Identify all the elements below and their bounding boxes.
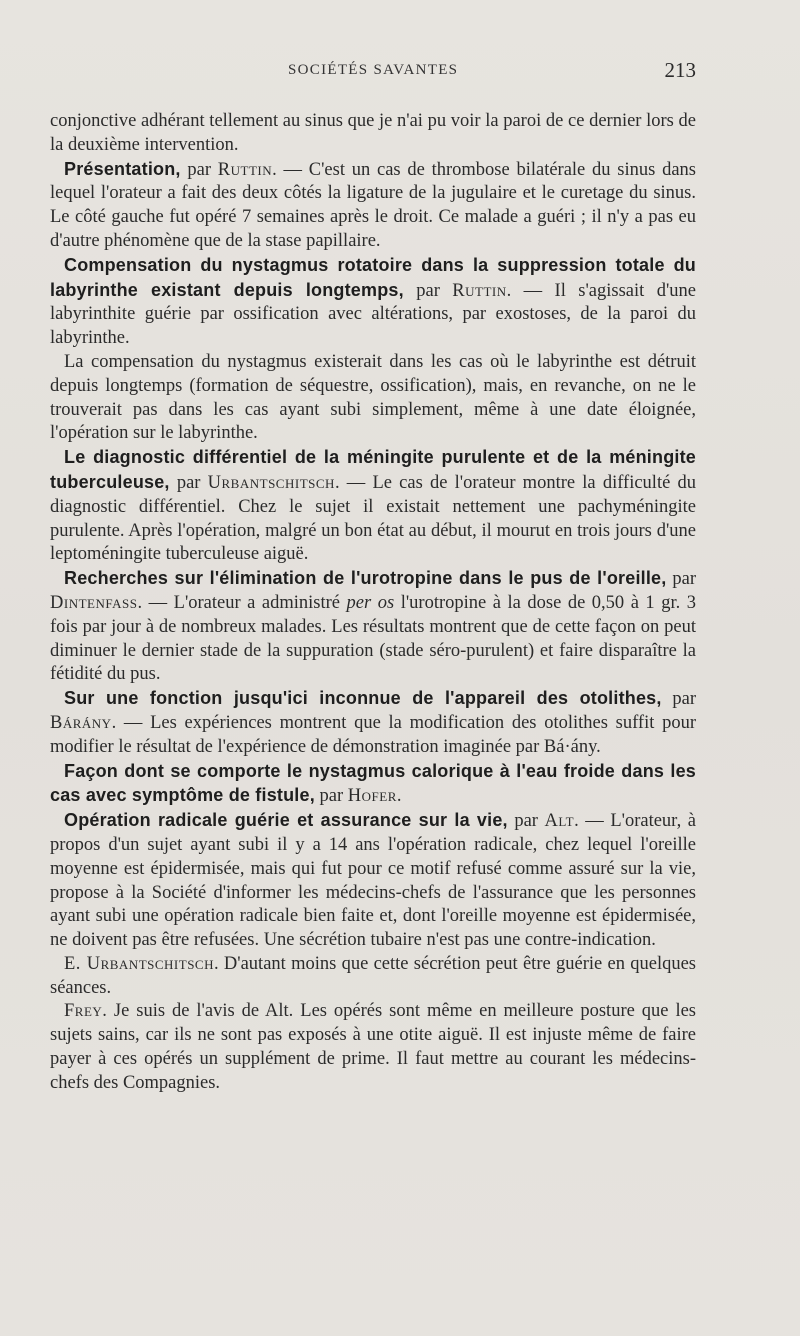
author-name: Ruttin bbox=[217, 159, 273, 180]
section-title: Présentation, bbox=[64, 158, 181, 179]
paragraph-text: par bbox=[403, 280, 453, 301]
paragraph-compensation-detail bbox=[50, 351, 696, 446]
section-title: Opération radicale guérie et assurance sur la vie, bbox=[64, 810, 508, 831]
paragraph-text: . — L'orateur a administré bbox=[137, 592, 347, 613]
page-header bbox=[48, 58, 698, 86]
running-head: SOCIÉTÉS SAVANTES bbox=[288, 62, 459, 78]
paragraph-discussion-frey bbox=[50, 1000, 696, 1095]
section-title: Sur une fonction jusqu'ici inconnue de l'appareil des otolithes, bbox=[64, 688, 662, 709]
author-name: Urbantschitsch bbox=[207, 472, 335, 493]
author-name: Hofer bbox=[347, 786, 397, 807]
paragraph-diagnostic bbox=[50, 446, 696, 567]
paragraph-text: conjonctive adhérant tellement au sinus que je n'ai pu voir la paroi de ce dernier lors de la deuxième intervention. bbox=[50, 111, 696, 155]
paragraph-text: . Je suis de l'avis de Alt. Les opérés sont même en meilleure posture que les sujets sains, car ils ne sont pas exposés à une otite aiguë. Il est injuste même de faire payer à ces opérés un supplément de prime. Il faut mettre au courant les médecins-chefs des Compagnies. bbox=[50, 1001, 696, 1093]
paragraph-text: . — C'est un cas de thrombose bilatérale du sinus dans lequel l'orateur a fait des deux côtés la ligature de la jugulaire et le curetage du sinus. Le côté gauche fut opéré 7 semaines après le droit. Ce malade a guéri ; il n'y a pas eu d'autre phénomène que de la stase papillaire. bbox=[50, 159, 696, 251]
author-name: Alt bbox=[544, 811, 575, 832]
paragraph-text: par bbox=[666, 569, 697, 590]
paragraph-continuation bbox=[50, 110, 696, 158]
paragraph-text: . — Le cas de l'orateur montre la difficulté du diagnostic différentiel. Chez le sujet il existait nettement une pachyméningite purulente. Après l'opération, malgré un bon état au début, il mourut en trois jours d'une leptoméningite tuberculeuse aiguë. bbox=[50, 472, 696, 565]
section-title: Façon dont se comporte le nystagmus calorique à l'eau froide dans les cas avec symptôme de fistule, bbox=[50, 760, 696, 806]
author-name: E. Urbantschitsch bbox=[64, 953, 214, 974]
paragraph-text: . — L'orateur, à propos d'un sujet ayant subi il y a 14 ans l'opération radicale, chez lequel l'oreille moyenne est épidermisée, mais qui fut pour ce motif refusé comme assuré sur la vie, propose à la Société d'informer les médecins-chefs de l'assurance que les personnes ayant subi une opération radicale bien faite et, dont l'oreille moyenne est épidermisée, ne doivent pas être refusées. Une sécrétion tubaire n'est pas une contre-indication. bbox=[50, 811, 696, 951]
author-name: Frey bbox=[64, 1001, 103, 1022]
paragraph-operation-radicale bbox=[50, 809, 696, 953]
paragraph-text: . — Il s'agissait d'une labyrinthite guérie par ossification avec altérations, par exostoses, de la paroi du labyrinthe. bbox=[50, 280, 696, 349]
paragraph-text: par bbox=[661, 689, 697, 710]
paragraph-text: La compensation du nystagmus existerait dans les cas où le labyrinthe est détruit depuis longtemps (formation de séquestre, ossification), mais, en revanche, on ne le trouverait pas dans les cas ayant subi simplement, même à une date éloignée, l'opération sur le labyrinthe. bbox=[50, 351, 696, 444]
author-name: Bárány bbox=[50, 712, 112, 733]
page-number: 213 bbox=[664, 58, 696, 82]
paragraph-text: par bbox=[507, 811, 545, 832]
paragraph-presentation bbox=[50, 158, 696, 254]
paragraph-discussion-urbantschitsch bbox=[50, 953, 696, 1001]
paragraph-urotropine bbox=[50, 567, 696, 687]
paragraph-text: . — Les expériences montrent que la modification des otolithes suffit pour modifier le résultat de l'expérience de démonstration imaginée par Bá·ány. bbox=[50, 712, 696, 757]
paragraph-otolithes bbox=[50, 687, 696, 759]
section-title: Compensation du nystagmus rotatoire dans la suppression totale du labyrinthe existant depuis longtemps, bbox=[50, 254, 696, 300]
latin-phrase: per os bbox=[346, 592, 395, 613]
paragraph-compensation bbox=[50, 254, 696, 351]
paragraph-text: . bbox=[396, 786, 402, 807]
paragraph-text: par bbox=[169, 472, 208, 493]
paragraph-text: . D'autant moins que cette sécrétion peut être guérie en quelques séances. bbox=[50, 953, 696, 998]
section-title: Le diagnostic différentiel de la méningite purulente et de la méningite tuberculeuse, bbox=[50, 447, 696, 492]
paragraph-text: par bbox=[180, 159, 218, 180]
page-body bbox=[50, 110, 696, 1096]
author-name: Ruttin bbox=[452, 280, 507, 301]
paragraph-nystagmus-calorique bbox=[50, 760, 696, 810]
section-title: Recherches sur l'élimination de l'urotropine dans le pus de l'oreille, bbox=[64, 568, 667, 589]
paragraph-text: par bbox=[314, 786, 348, 807]
paragraph-text: l'urotropine à la dose de 0,50 à 1 gr. 3 fois par jour à de nombreux malades. Les résultats montrent que de cette façon on peut diminuer le dernier stade de la suppuration (stade séro-purulent) et faire disparaître la fétidité du pus. bbox=[50, 592, 696, 685]
author-name: Dintenfass bbox=[50, 592, 138, 613]
